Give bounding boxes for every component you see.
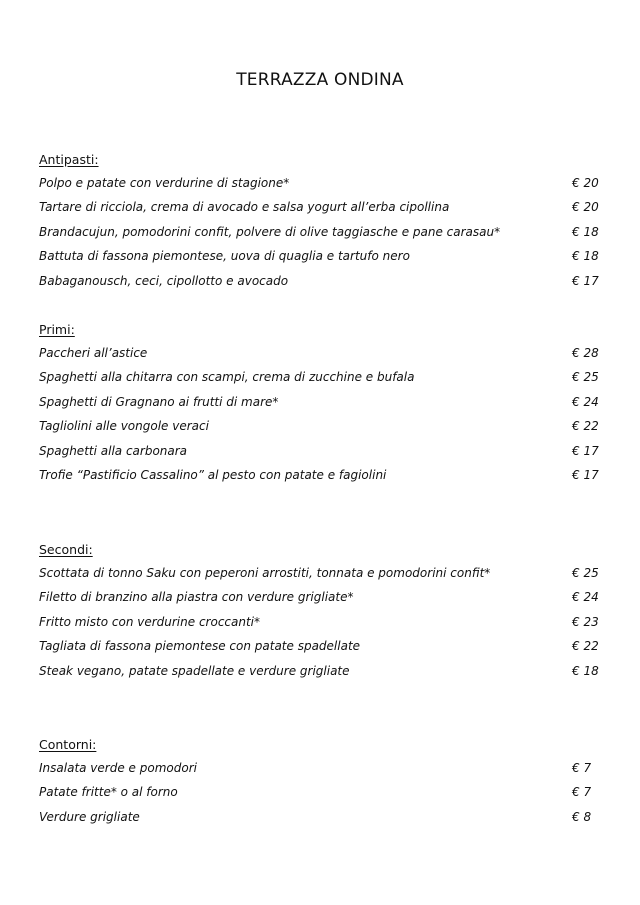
item-name: Tagliata di fassona piemontese con patate spadellate [39,639,361,654]
item-price: € 18 [572,224,599,239]
item-name: Trofie “Pastificio Cassalino” al pesto con patate e fagiolini [39,467,387,482]
item-price: € 17 [572,443,599,458]
item-price: € 17 [572,467,599,482]
item-name: Paccheri all’astice [39,346,148,360]
item-name: Spaghetti alla chitarra con scampi, crema di zucchine e bufala [39,370,415,385]
menu-item [39,809,609,833]
item-price: € 17 [572,273,599,288]
item-name: Steak vegano, patate spadellate e verdure grigliate [39,663,350,678]
menu-item [39,369,609,393]
section-heading: Secondi: [39,542,93,557]
item-price: € 18 [572,249,599,264]
item-price: € 7 [572,785,592,800]
menu-item [39,345,609,369]
item-name: Fritto misto con verdurine croccanti* [39,614,261,629]
item-name: Insalata verde e pomodori [39,761,197,775]
item-price: € 24 [572,394,599,409]
section-antipasti [39,151,609,297]
item-name: Tagliolini alle vongole veraci [39,419,209,434]
section-contorni [39,736,609,833]
item-name: Verdure grigliate [39,809,140,824]
item-price: € 22 [572,419,599,434]
item-price: € 20 [572,200,599,215]
section-heading: Contorni: [39,737,97,752]
menu-item [39,175,609,199]
item-price: € 20 [572,176,599,190]
menu-item [39,467,609,491]
item-price: € 28 [572,346,599,360]
item-price: € 8 [572,809,592,824]
menu-item [39,589,609,613]
item-name: Filetto di branzino alla piastra con verdure grigliate* [39,590,354,605]
item-name: Tartare di ricciola, crema di avocado e salsa yogurt all’erba cipollina [39,200,450,215]
menu-item [39,273,609,297]
item-name: Spaghetti alla carbonara [39,443,188,458]
menu-item [39,418,609,442]
section-heading: Antipasti: [39,152,99,167]
section-heading: Primi: [39,322,75,337]
item-name: Scottata di tonno Saku con peperoni arrostiti, tonnata e pomodorini confit* [39,566,491,580]
menu-item [39,663,609,687]
menu-item [39,248,609,272]
menu-item [39,638,609,662]
menu-item [39,394,609,418]
item-name: Battuta di fassona piemontese, uova di quaglia e tartufo nero [39,249,410,264]
section-primi [39,321,609,491]
menu-item [39,760,609,784]
section-secondi [39,541,609,687]
menu-item [39,224,609,248]
item-name: Polpo e patate con verdurine di stagione* [39,176,290,190]
menu-item [39,443,609,467]
item-price: € 24 [572,590,599,605]
menu-item [39,565,609,589]
item-price: € 18 [572,663,599,678]
item-price: € 25 [572,566,599,580]
item-name: Brandacujun, pomodorini confit, polvere di olive taggiasche e pane carasau* [39,224,501,239]
item-name: Patate fritte* o al forno [39,785,178,800]
menu-item [39,784,609,808]
item-name: Spaghetti di Gragnano ai frutti di mare* [39,394,279,409]
item-price: € 7 [572,761,592,775]
item-name: Babaganousch, ceci, cipollotto e avocado [39,273,289,288]
item-price: € 22 [572,639,599,654]
menu-item [39,199,609,223]
menu-item [39,614,609,638]
item-price: € 25 [572,370,599,385]
page-title: TERRAZZA ONDINA [236,70,404,90]
item-price: € 23 [572,614,599,629]
